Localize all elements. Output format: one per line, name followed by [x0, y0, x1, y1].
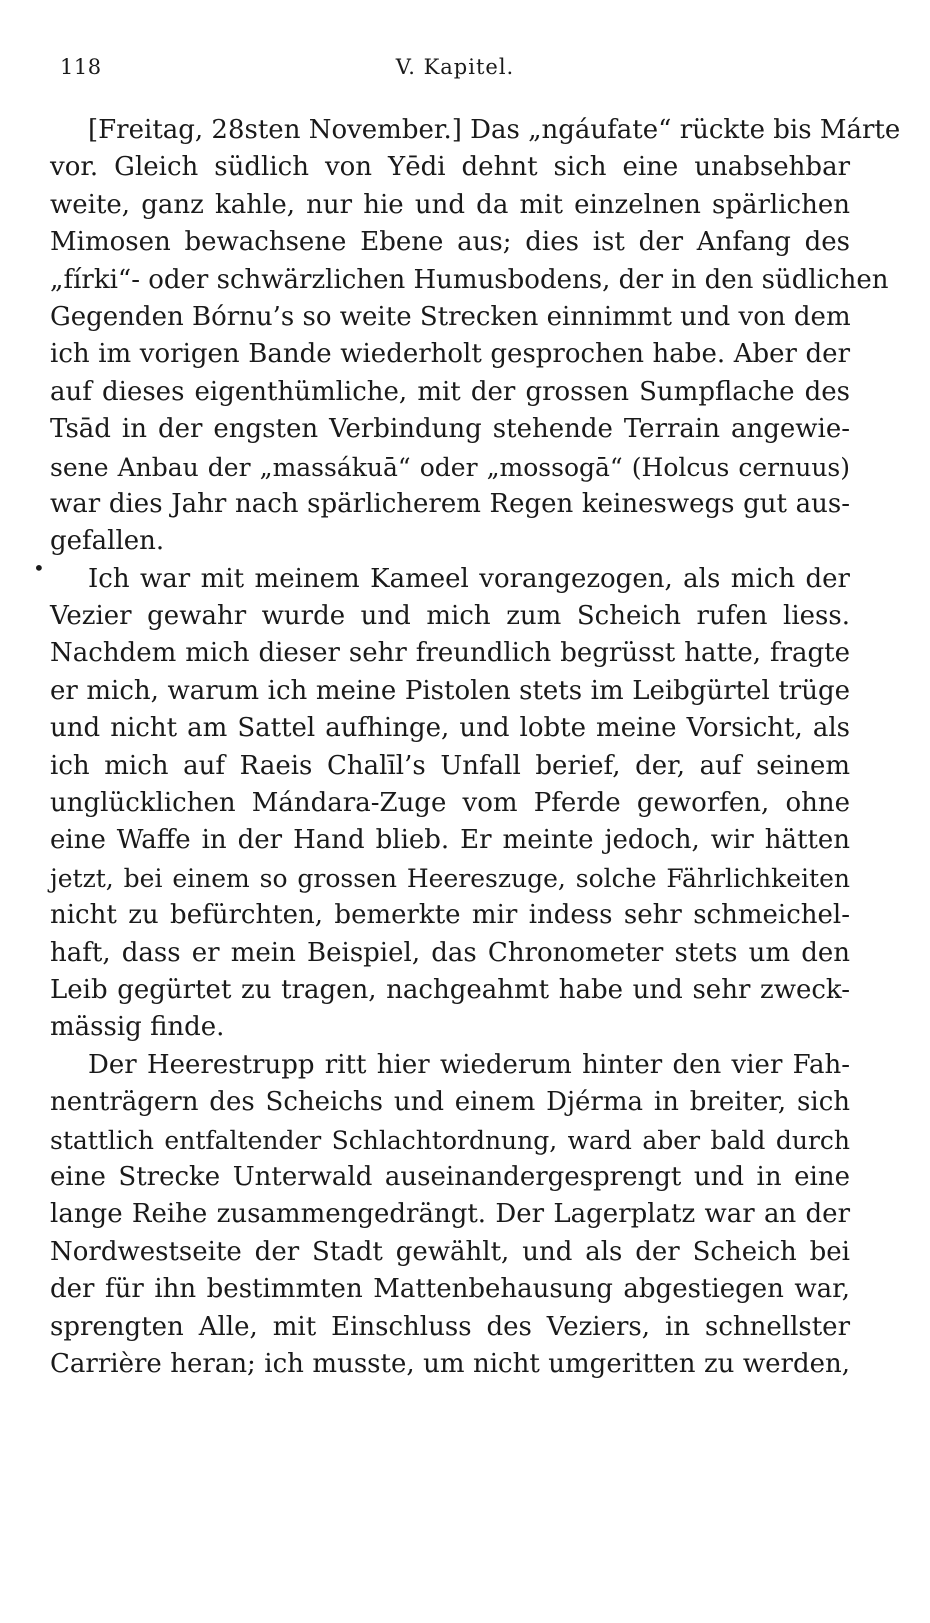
text-line: der für ihn bestimmten Mattenbehausung abgestiegen war,	[50, 1274, 850, 1305]
running-head: V. Kapitel.	[395, 55, 515, 79]
text-line: nenträgern des Scheichs und einem Djérma in breiter, sich	[50, 1087, 850, 1118]
text-line: Nachdem mich dieser sehr freundlich begrüsst hatte, fragte	[50, 638, 850, 669]
text-line: ich im vorigen Bande wiederholt gesprochen habe. Aber der	[50, 339, 850, 370]
text-line: vor. Gleich südlich von Yēdi dehnt sich eine unabsehbar	[50, 152, 850, 183]
text-line: weite, ganz kahle, nur hie und da mit einzelnen spärlichen	[50, 189, 850, 220]
text-line: war dies Jahr nach spärlicherem Regen keineswegs gut aus-	[50, 488, 850, 519]
text-line: [Freitag, 28sten November.] Das „ngáufate“ rückte bis Márte	[88, 115, 901, 145]
text-line: Ich war mit meinem Kameel vorangezogen, als mich der	[88, 563, 850, 594]
text-line: eine Strecke Unterwald auseinandergesprengt und in eine	[50, 1161, 850, 1192]
text-line: nicht zu befürchten, bemerkte mir indess sehr schmeichel-	[50, 900, 850, 931]
page-number: 118	[60, 55, 102, 79]
text-line: „fírki“- oder schwärzlichen Humusbodens, der in den südlichen	[50, 264, 889, 295]
text-line: jetzt, bei einem so grossen Heereszuge, solche Fährlichkeiten	[50, 863, 850, 893]
text-line: auf dieses eigenthümliche, mit der grossen Sumpflache des	[50, 376, 850, 407]
text-line: Vezier gewahr wurde und mich zum Scheich rufen liess.	[50, 601, 850, 632]
text-line: stattlich entfaltender Schlachtordnung, ward aber bald durch	[50, 1125, 850, 1155]
text-line: eine Waffe in der Hand blieb. Er meinte jedoch, wir hätten	[50, 825, 850, 856]
body-text	[50, 112, 901, 1383]
text-line: haft, dass er mein Beispiel, das Chronometer stets um den	[50, 937, 850, 968]
margin-mark: •	[33, 556, 45, 580]
text-line: sprengten Alle, mit Einschluss des Veziers, in schnellster	[50, 1311, 850, 1342]
text-line: lange Reihe zusammengedrängt. Der Lagerplatz war an der	[50, 1199, 850, 1230]
text-line: gefallen.	[50, 526, 165, 557]
text-line: Mimosen bewachsene Ebene aus; dies ist der Anfang des	[50, 227, 850, 258]
page-header	[60, 55, 850, 89]
text-line: sene Anbau der „massákuā“ oder „mossogā“ (Holcus cernuus)	[50, 452, 850, 482]
text-line: Leib gegürtet zu tragen, nachgeahmt habe und sehr zweck-	[50, 974, 850, 1005]
text-line: Nordwestseite der Stadt gewählt, und als der Scheich bei	[50, 1236, 850, 1267]
text-line: mässig finde.	[50, 1012, 225, 1043]
text-line: und nicht am Sattel aufhinge, und lobte meine Vorsicht, als	[50, 713, 850, 744]
text-line: er mich, warum ich meine Pistolen stets im Leibgürtel trüge	[50, 675, 850, 706]
text-line: Gegenden Bórnu’s so weite Strecken einnimmt und von dem	[50, 301, 851, 332]
text-line: Tsād in der engsten Verbindung stehende Terrain angewie-	[50, 414, 850, 445]
text-line: unglücklichen Mándara-Zuge vom Pferde geworfen, ohne	[50, 788, 850, 819]
text-line: Carrière heran; ich musste, um nicht umgeritten zu werden,	[50, 1348, 850, 1379]
text-line: ich mich auf Raeis Chalīl’s Unfall berief, der, auf seinem	[50, 750, 850, 781]
text-line: Der Heerestrupp ritt hier wiederum hinter den vier Fah-	[88, 1049, 850, 1080]
